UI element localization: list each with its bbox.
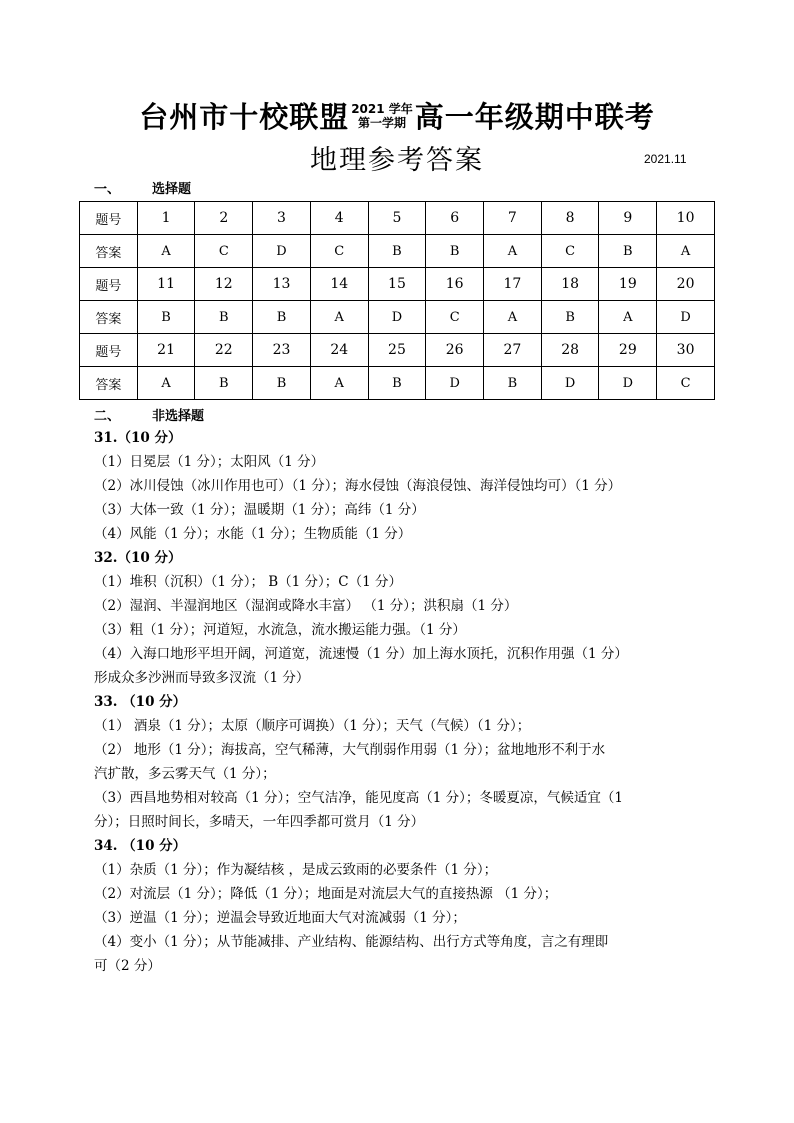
section-heading-nonchoice [94,405,204,424]
question-number-cell: 1 [137,202,195,235]
answer-line: 分）；日照时间长，多晴天，一年四季都可赏月（1 分） [94,814,425,830]
question-number-cell: 19 [599,268,657,301]
answer-line: （1） 酒泉（1 分）；太原（顺序可调换）（1 分）；天气（气候）（1 分）； [94,718,531,734]
answer-line: （1）日冕层（1 分）；太阳风（1 分） [94,454,325,470]
question-number-cell: 8 [541,202,599,235]
question-number-cell: 12 [195,268,253,301]
question-number-cell: 21 [137,334,195,367]
answer-cell: A [310,367,368,400]
question-number-cell: 30 [657,334,715,367]
question-number-cell: 27 [484,334,542,367]
answer-cell: A [599,301,657,334]
answer-cell: B [541,301,599,334]
answer-line: （3）粗（1 分）；河道短，水流急，流水搬运能力强。（1 分） [94,622,466,638]
row-label: 题号 [80,268,138,301]
question-heading: 34. （10 分） [94,838,187,854]
question-number-cell: 4 [310,202,368,235]
answer-cell: A [484,235,542,268]
question-number-row [80,268,715,301]
answer-cell: B [253,301,311,334]
answer-cell: B [137,301,195,334]
section-label: 非选择题 [152,409,205,424]
question-number-row [80,334,715,367]
question-number-cell: 17 [484,268,542,301]
title-year-term [351,102,413,130]
document-subtitle: 地理参考答案 [310,145,484,176]
answer-line: （3）逆温（1 分）；逆温会导致近地面大气对流减弱（1 分）； [94,910,466,926]
answer-line: （3）西昌地势相对较高（1 分）；空气洁净，能见度高（1 分）；冬暖夏凉，气候适宜（1 [94,790,623,806]
answer-cell: C [426,301,484,334]
title-left: 台州市十校联盟 [139,100,350,134]
answer-line: （2）冰川侵蚀（冰川作用也可）（1 分）；海水侵蚀（海浪侵蚀、海洋侵蚀均可）（1 分） [94,478,622,494]
answer-line: 可（2 分） [94,958,161,974]
question-number-cell: 29 [599,334,657,367]
answer-cell: C [541,235,599,268]
answer-line: （4）入海口地形平坦开阔，河道宽，流速慢（1 分）加上海水顶托，沉积作用强（1 分） [94,646,628,662]
answer-cell: B [484,367,542,400]
answer-cell: A [484,301,542,334]
question-number-cell: 22 [195,334,253,367]
answer-cell: C [195,235,253,268]
answer-row [80,367,715,400]
row-label: 题号 [80,334,138,367]
answer-line: （4）风能（1 分）；水能（1 分）；生物质能（1 分） [94,526,412,542]
question-number-cell: 10 [657,202,715,235]
answer-cell: B [368,367,426,400]
answer-cell: D [253,235,311,268]
question-heading: 31.（10 分） [94,430,182,446]
title-year: 2021 学年 [351,101,413,116]
answer-cell: A [137,367,195,400]
answer-cell: C [310,235,368,268]
document-date: 2021.11 [644,152,687,166]
question-number-cell: 14 [310,268,368,301]
question-number-cell: 20 [657,268,715,301]
answer-table [79,201,715,400]
section-heading-choice [94,178,191,197]
answer-cell: B [195,367,253,400]
answer-line: 形成众多沙洲而导致多汊流（1 分） [94,670,310,686]
answer-cell: C [657,367,715,400]
question-number-cell: 18 [541,268,599,301]
answer-line: （2）湿润、半湿润地区（湿润或降水丰富） （1 分）；洪积扇（1 分） [94,598,518,614]
answer-line: （2）对流层（1 分）；降低（1 分）；地面是对流层大气的直接热源 （1 分）； [94,886,558,902]
answer-line: （1）堆积（沉积）（1 分）； B（1 分）；C（1 分） [94,574,403,590]
row-label: 答案 [80,301,138,334]
answer-cell: B [253,367,311,400]
answer-row [80,301,715,334]
answer-line: （3）大体一致（1 分）；温暖期（1 分）；高纬（1 分） [94,502,425,518]
question-number-cell: 13 [253,268,311,301]
section-number: 一、 [94,182,121,197]
row-label: 答案 [80,367,138,400]
question-number-cell: 6 [426,202,484,235]
answer-cell: D [368,301,426,334]
question-number-cell: 11 [137,268,195,301]
answer-line: 汽扩散，多云雾天气（1 分）； [94,766,276,782]
row-label: 题号 [80,202,138,235]
question-number-cell: 5 [368,202,426,235]
question-number-cell: 28 [541,334,599,367]
answer-cell: D [426,367,484,400]
row-label: 答案 [80,235,138,268]
question-heading: 32.（10 分） [94,550,182,566]
question-number-cell: 3 [253,202,311,235]
question-number-cell: 15 [368,268,426,301]
answer-row [80,235,715,268]
question-number-cell: 26 [426,334,484,367]
answer-body [94,426,709,978]
answer-cell: D [541,367,599,400]
question-heading: 33. （10 分） [94,694,187,710]
question-number-cell: 9 [599,202,657,235]
answer-line: （4）变小（1 分）；从节能减排、产业结构、能源结构、出行方式等角度，言之有理即 [94,934,609,950]
answer-cell: B [368,235,426,268]
question-number-cell: 7 [484,202,542,235]
question-number-cell: 25 [368,334,426,367]
question-number-row [80,202,715,235]
section-label: 选择题 [152,182,192,197]
answer-cell: B [426,235,484,268]
title-term: 第一学期 [357,115,406,130]
answer-cell: B [599,235,657,268]
title-right: 高一年级期中联考 [414,100,655,134]
question-number-cell: 2 [195,202,253,235]
question-number-cell: 24 [310,334,368,367]
document-title [0,95,794,136]
answer-line: （2） 地形（1 分）；海拔高，空气稀薄，大气削弱作用弱（1 分）；盆地地形不利于水 [94,742,606,758]
answer-cell: D [599,367,657,400]
section-number: 二、 [94,409,121,424]
answer-line: （1）杂质（1 分）；作为凝结核 ，是成云致雨的必要条件（1 分）； [94,862,498,878]
answer-cell: B [195,301,253,334]
question-number-cell: 23 [253,334,311,367]
answer-cell: D [657,301,715,334]
answer-cell: A [657,235,715,268]
answer-cell: A [310,301,368,334]
answer-cell: A [137,235,195,268]
question-number-cell: 16 [426,268,484,301]
